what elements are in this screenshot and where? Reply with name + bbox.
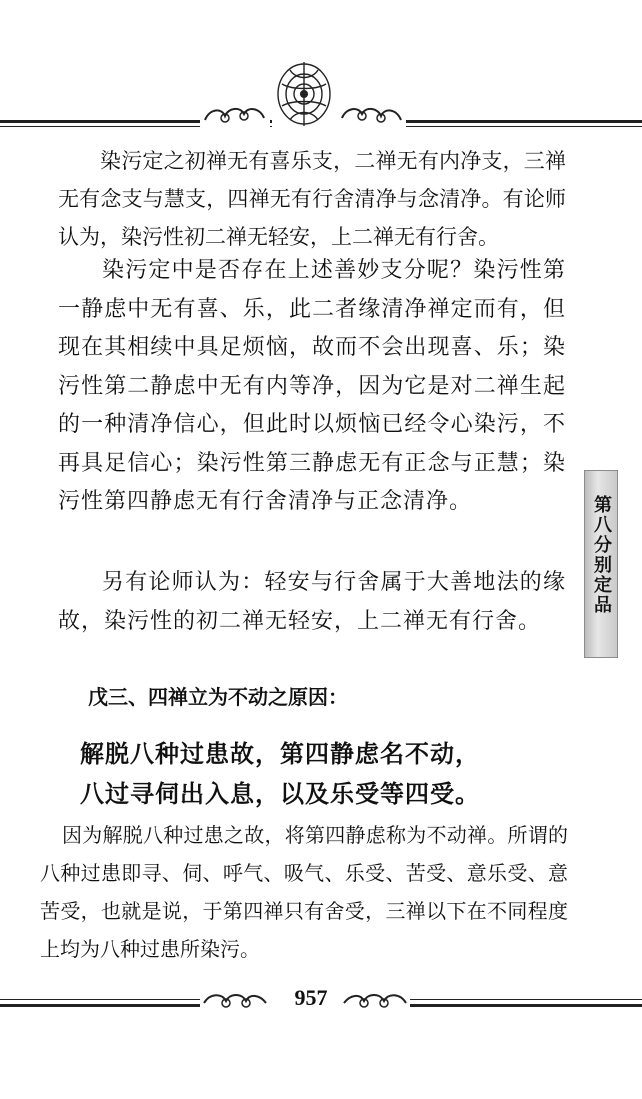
- paragraph-1: [58, 142, 566, 256]
- paragraph-3-text: 另有论师认为：轻安与行舍属于大善地法的缘故，染污性的初二禅无轻安，上二禅无有行舍。: [58, 570, 566, 634]
- paragraph-4: [40, 816, 568, 968]
- footer-ornament: [0, 975, 642, 1035]
- footer-rule-right-thick: [410, 1004, 642, 1007]
- verse-line-1: 解脱八种过患故，第四静虑名不动，: [80, 740, 480, 768]
- footer-rule-left-thick: [0, 1004, 200, 1007]
- cloud-scroll-left-icon: [200, 100, 270, 130]
- paragraph-1-text: 染污定之初禅无有喜乐支，二禅无有内净支，三禅无有念支与慧支，四禅无有行舍清净与念清净。有论师认为，染污性初二禅无轻安，上二禅无有行舍。: [58, 149, 566, 249]
- chapter-side-tab: [584, 470, 618, 658]
- paragraph-4-text: 因为解脱八种过患之故，将第四静虑称为不动禅。所谓的八种过患即寻、伺、呼气、吸气、乐受、苦受、意乐受、意苦受，也就是说，于第四禅只有舍受，三禅以下在不同程度上均为八种过患所染污。: [40, 823, 568, 961]
- cloud-scroll-right-icon: [336, 100, 406, 130]
- page-number: 957: [294, 985, 328, 1010]
- paragraph-2: [58, 252, 566, 522]
- footer-cloud-left-icon: [200, 985, 270, 1015]
- footer-cloud-right-icon: [340, 985, 410, 1015]
- chapter-side-tab-label: 第八分别定品: [591, 495, 612, 615]
- verse-line-2: 八过寻伺出入息，以及乐受等四受。: [80, 780, 480, 808]
- section-heading: 戊三、四禅立为不动之原因：: [88, 685, 348, 709]
- header-ornament: [0, 50, 642, 140]
- footer-rule-right-thin: [410, 999, 642, 1000]
- lotus-flower-icon: [272, 54, 336, 134]
- paragraph-2-text: 染污定中是否存在上述善妙支分呢？染污性第一静虑中无有喜、乐，此二者缘清净禅定而有，但现在其相续中具足烦恼，故而不会出现喜、乐；染污性第二静虑中无有内等净，因为它是对二禅生起的一种清净信心，但此时以烦恼已经令心染污，不再具足信心；染污性第三静虑无有正念与正慧；染污性第四静虑无有行舍清净与正念清净。: [58, 258, 566, 514]
- paragraph-3: [58, 564, 566, 641]
- footer-rule-left-thin: [0, 999, 200, 1000]
